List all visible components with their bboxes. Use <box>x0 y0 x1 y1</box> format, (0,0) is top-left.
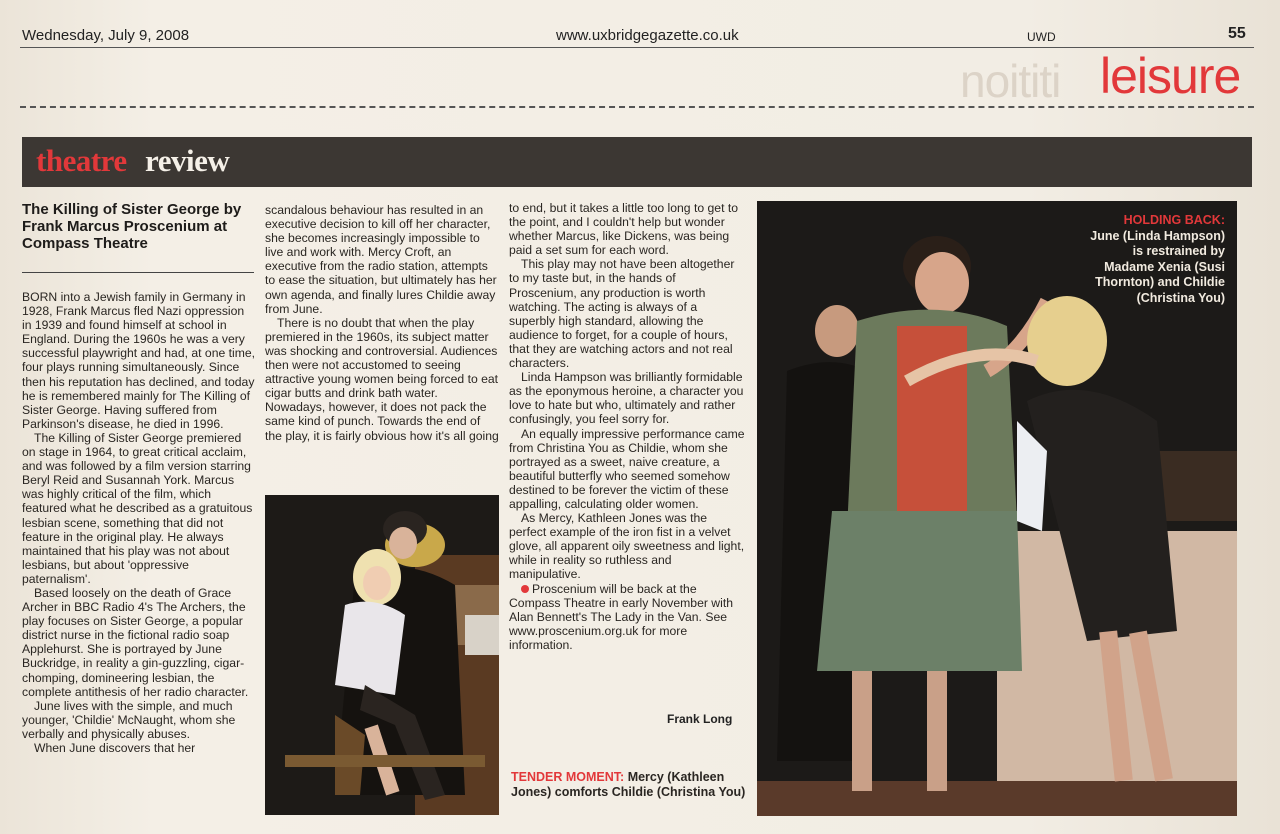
paragraph: Linda Hampson was brilliantly formidable as the eponymous heroine, a character you love to hate but who, ultimately and rather confusingly, you feel sorry for. <box>509 370 744 427</box>
page-number: 55 <box>1228 25 1246 42</box>
website-url: www.uxbridgegazette.co.uk <box>556 27 739 44</box>
ghost-print-through: noititi <box>960 55 1061 107</box>
paragraph: When June discovers that her <box>34 741 196 755</box>
paragraph: There is no doubt that when the play premiered in the 1960s, its subject matter was shocking and controversial. Audiences then were not accustomed to seeing attractive young women being forced to eat cigar butts and drink bath water. Nowadays, however, it does not pack the same kind of punch. Towards the end of the play, it is fairly obvious how it's all going <box>265 315 499 443</box>
info-note: Proscenium will be back at the Compass Theatre in early November with Alan Bennett's The Lady in the Van. See www.proscenium.org.uk for more information. <box>509 581 733 652</box>
photo-tender-moment <box>265 495 499 815</box>
paragraph <box>509 582 746 652</box>
article-column-1 <box>22 290 256 755</box>
section-title: leisure <box>1100 48 1241 104</box>
masthead-rule <box>20 47 1254 48</box>
caption-text: June (Linda Hampson) is restrained by Madame Xenia (Susi Thornton) and Childie (Christina You) <box>1090 228 1225 305</box>
caption-tender-moment <box>511 770 746 800</box>
caption-label: TENDER MOMENT: <box>511 770 625 784</box>
paragraph: June lives with the simple, and much younger, 'Childie' McNaught, whom she verbally and physically abuses. <box>22 698 236 741</box>
paragraph: This play may not have been altogether to my taste but, in the hands of Proscenium, any production is worth watching. The acting is always of a superbly high standard, allowing the audience to forget, for a couple of hours, that they are watching actors and not real characters. <box>509 257 735 371</box>
paragraph: An equally impressive performance came from Christina You as Childie, whom she portrayed as a sweet, naive creature, a beautiful butterfly who seemed somehow destined to be forever the victim of these appalling, calculating older women. <box>509 426 745 511</box>
headline-rule <box>22 272 254 273</box>
caption-label: HOLDING BACK: <box>1123 213 1225 227</box>
paragraph: The Killing of Sister George premiered on stage in 1964, to great critical acclaim, and was followed by a film version starring Beryl Reid and Susannah York. Marcus was highly critical of the film, which featured what he described as a gratuitous lesbian scene, something that did not feature in the original play. He always maintained that his play was not about lesbians, but about 'oppressive paternalism'. <box>22 430 253 586</box>
dashed-divider <box>20 106 1254 108</box>
paragraph: As Mercy, Kathleen Jones was the perfect example of the iron fist in a velvet glove, all apparent oily sweetness and light, while in reality so ruthless and manipulative. <box>509 511 745 582</box>
article-column-2 <box>265 203 500 443</box>
paragraph: to end, but it takes a little too long to get to the point, and I couldn't help but wonder whether Marcus, like Dickens, was being paid a set sum for each word. <box>509 201 739 258</box>
article-headline: The Killing of Sister George by Frank Marcus Proscenium at Compass Theatre <box>22 201 242 252</box>
banner-word-theatre: theatre <box>36 143 127 178</box>
banner-word-review: review <box>145 143 230 178</box>
article-column-3 <box>509 201 746 652</box>
issue-date: Wednesday, July 9, 2008 <box>22 27 190 44</box>
edition-code: UWD <box>1027 30 1056 44</box>
byline: Frank Long <box>667 712 733 726</box>
paragraph: BORN into a Jewish family in Germany in 1928, Frank Marcus fled Nazi oppression in 1939 and found himself at school in England. During the 1960s he was a very successful playwright and had, at one time, four plays running simultaneously. Since then his reputation has declined, and today he is remembered mainly for The Killing of Sister George. Having suffered from Parkinson's disease, he died in 1996. <box>22 290 256 431</box>
bullet-icon <box>521 585 529 593</box>
caption-holding-back <box>1085 213 1225 306</box>
photo-illustration <box>265 495 499 815</box>
caption-text: Mercy (Kathleen Jones) comforts Childie (Christina You) <box>511 770 746 799</box>
paragraph: Based loosely on the death of Grace Archer in BBC Radio 4's The Archers, the play focuses on Sister George, a popular district nurse in the fictional radio soap Applehurst. She is portrayed by June Buckridge, in reality a gin-guzzling, cigar-chomping, domineering lesbian, the complete antithesis of her radio character. <box>22 585 249 699</box>
paragraph: scandalous behaviour has resulted in an executive decision to kill off her character, she becomes increasingly impossible to live and work with. Mercy Croft, an executive from the radio station, attempts to ease the situation, but ultimately has her own agenda, and finally lures Childie away from June. <box>265 203 497 316</box>
